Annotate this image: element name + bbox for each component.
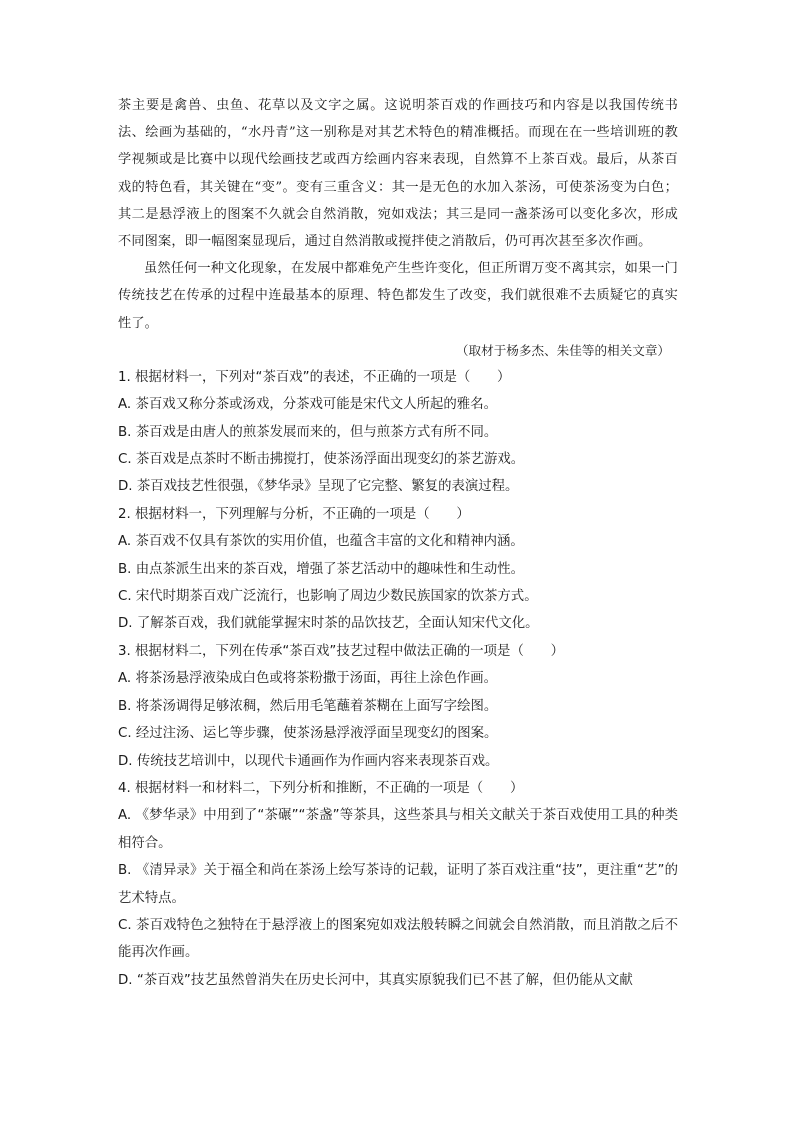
- option-d: D. 了解茶百戏，我们就能掌握宋时茶的品饮技艺，全面认知宋代文化。: [118, 616, 539, 632]
- option-b: B. 《清异录》关于福全和尚在茶汤上绘写茶诗的记载，证明了茶百戏注重“技”，更注重“艺”的艺术特点。: [118, 863, 678, 906]
- question-3: [118, 638, 678, 775]
- question-stem: 4. 根据材料一和材料二，下列分析和推断，不正确的一项是（ ）: [118, 780, 524, 796]
- option-b: B. 由点茶派生出来的茶百戏，增强了茶艺活动中的趣味性和生动性。: [118, 561, 525, 577]
- question-stem: 3. 根据材料二，下列在传承“茶百戏”技艺过程中做法正确的一项是（ ）: [118, 643, 565, 659]
- option-b: B. 将茶汤调得足够浓稠，然后用毛笔蘸着茶糊在上面写字绘图。: [118, 698, 498, 714]
- option-c: C. 茶百戏是点茶时不断击拂搅打，使茶汤浮面出现变幻的茶艺游戏。: [118, 452, 525, 468]
- option-c: C. 经过注汤、运匕等步骤，使茶汤悬浮液浮面呈现变幻的图案。: [118, 726, 498, 742]
- passage-paragraph-2: 虽然任何一种文化现象，在发展中都难免产生些许变化，但正所谓万变不离其宗，如果一门传统技艺在传承的过程中连最基本的原理、特色都发生了改变，我们就很难不去质疑它的真实性了。: [118, 261, 678, 331]
- option-a: A. 茶百戏不仅具有茶饮的实用价值，也蕴含丰富的文化和精神内涵。: [118, 534, 524, 550]
- question-4: [118, 775, 678, 994]
- document-page: [118, 92, 678, 994]
- option-a: A. 《梦华录》中用到了“茶碾”“茶盏”等茶具，这些茶具与相关文献关于茶百戏使用工具的种类相符合。: [118, 808, 678, 851]
- question-stem: 1. 根据材料一，下列对“茶百戏”的表述，不正确的一项是（ ）: [118, 369, 511, 385]
- question-2: [118, 501, 678, 638]
- option-c: C. 茶百戏特色之独特在于悬浮液上的图案宛如戏法般转瞬之间就会自然消散，而且消散之后不能再次作画。: [118, 917, 678, 961]
- question-list: [118, 364, 678, 994]
- question-stem: 2. 根据材料一，下列理解与分析，不正确的一项是（ ）: [118, 506, 470, 522]
- option-c: C. 宋代时期茶百戏广泛流行，也影响了周边少数民族国家的饮茶方式。: [118, 589, 538, 605]
- option-a: A. 将茶汤悬浮液染成白色或将茶粉撒于汤面，再往上涂色作画。: [118, 671, 497, 687]
- passage-paragraph-1: 茶主要是禽兽、虫鱼、花草以及文字之属。这说明茶百戏的作画技巧和内容是以我国传统书法、绘画为基础的，“水丹青”这一别称是对其艺术特色的精准概括。而现在在一些培训班的教学视频或是比赛中以现代绘画技艺或西方绘画内容来表现，自然算不上茶百戏。最后，从茶百戏的特色看，其关键在“变”。变有三重含义：其一是无色的水加入茶汤，可使茶汤变为白色；其二是悬浮液上的图案不久就会自然消散，宛如戏法；其三是同一盏茶汤可以变化多次，形成不同图案，即一幅图案显现后，通过自然消散或搅拌使之消散后，仍可再次甚至多次作画。: [118, 98, 678, 250]
- option-b: B. 茶百戏是由唐人的煎茶发展而来的，但与煎茶方式有所不同。: [118, 424, 498, 440]
- option-d: D. 茶百戏技艺性很强，《梦华录》呈现了它完整、繁复的表演过程。: [118, 479, 519, 495]
- question-1: [118, 364, 678, 501]
- option-d: D. “茶百戏”技艺虽然曾消失在历史长河中，其真实原貌我们已不甚了解，但仍能从文献: [118, 972, 633, 988]
- option-d: D. 传统技艺培训中，以现代卡通画作为作画内容来表现茶百戏。: [118, 753, 499, 769]
- passage-source-citation: （取材于杨多杰、朱佳等的相关文章）: [455, 342, 670, 358]
- option-a: A. 茶百戏又称分茶或汤戏，分茶戏可能是宋代文人所起的雅名。: [118, 397, 497, 413]
